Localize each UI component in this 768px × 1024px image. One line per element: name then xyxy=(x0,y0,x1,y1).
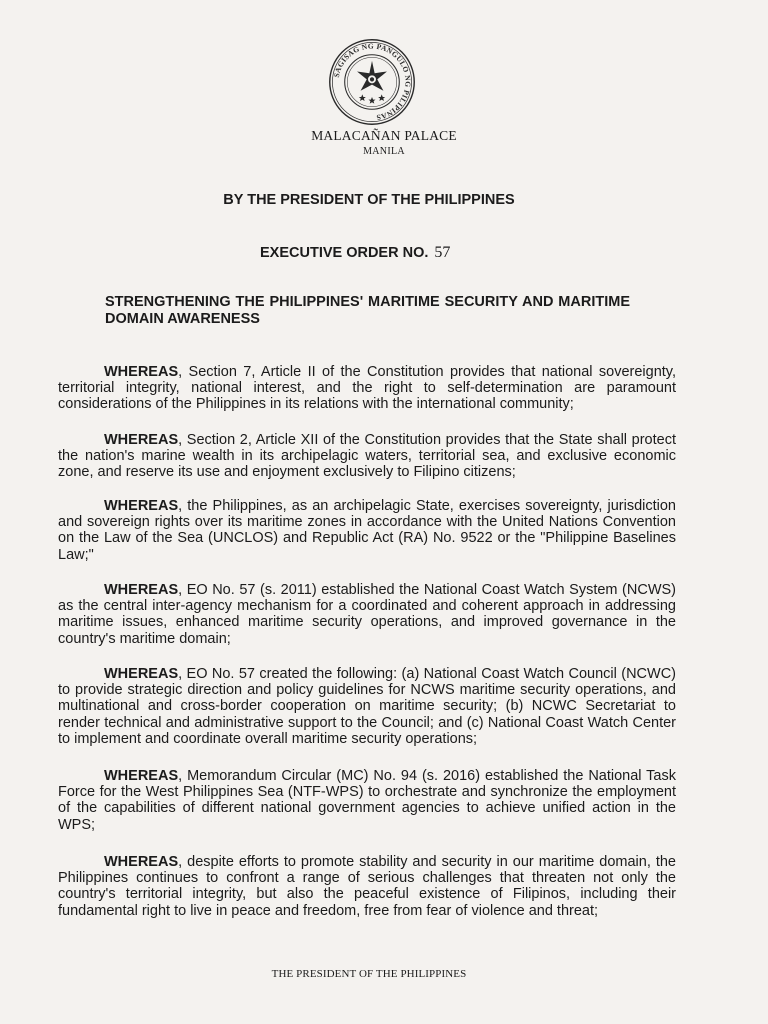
clause-text: , the Philippines, as an archipelagic State, exercises sovereignty, jurisdiction and sovereign rights over its maritime zones in accordance with the United Nations Convention on the Law of the Sea (UNCLOS) and Republic Act (RA) No. 9522 or the "Philippine Baselines Law;" xyxy=(58,498,676,563)
whereas-clause-4 xyxy=(58,582,676,647)
presidential-seal-icon xyxy=(328,38,416,126)
whereas-clause-7 xyxy=(58,854,676,919)
clause-keyword: WHEREAS xyxy=(104,768,179,784)
eo-label: EXECUTIVE ORDER NO. xyxy=(260,245,429,261)
whereas-clause-5 xyxy=(58,666,676,747)
whereas-clause-2 xyxy=(58,432,676,481)
clause-text: , EO No. 57 created the following: (a) National Coast Watch Council (NCWC) to provide strategic direction and policy guidelines for NCWS maritime security operations, and multinational and cross-border cooperation on maritime security; (b) NCWC Secretariat to render technical and administrative support to the Council; and (c) National Coast Watch Center to implement and coordinate overall maritime security operations; xyxy=(58,666,676,747)
city-heading: MANILA xyxy=(363,146,405,157)
order-title: STRENGTHENING THE PHILIPPINES' MARITIME SECURITY AND MARITIME DOMAIN AWARENESS xyxy=(105,294,630,327)
clause-text: , EO No. 57 (s. 2011) established the National Coast Watch System (NCWS) as the central inter-agency mechanism for a coordinated and coherent approach in addressing maritime issues, enhanced maritime security operations, and improved governance in the country's maritime domain; xyxy=(58,582,676,647)
eo-number: 57 xyxy=(434,244,451,261)
clause-text: , Section 2, Article XII of the Constitution provides that the State shall protect the nation's marine wealth in its archipelagic waters, territorial sea, and exclusive economic zone, and reserve its use and enjoyment exclusively to Filipino citizens; xyxy=(58,432,676,481)
clause-keyword: WHEREAS xyxy=(104,582,179,598)
issuer-line: BY THE PRESIDENT OF THE PHILIPPINES xyxy=(223,192,515,208)
page-footer: THE PRESIDENT OF THE PHILIPPINES xyxy=(271,968,467,980)
clause-keyword: WHEREAS xyxy=(104,854,179,870)
clause-keyword: WHEREAS xyxy=(104,364,179,380)
clause-text: , Section 7, Article II of the Constitution provides that national sovereignty, territorial integrity, national interest, and the right to self-determination are paramount considerations of the Philippines in its relations with the international community; xyxy=(58,364,676,413)
clause-keyword: WHEREAS xyxy=(104,666,179,682)
whereas-clause-6 xyxy=(58,768,676,833)
clause-keyword: WHEREAS xyxy=(104,432,179,448)
whereas-clause-3 xyxy=(58,498,676,563)
executive-order-line xyxy=(260,244,450,262)
clause-keyword: WHEREAS xyxy=(104,498,179,514)
clause-text: , despite efforts to promote stability and security in our maritime domain, the Philippines continues to confront a range of serious challenges that threaten not only the country's territorial integrity, but also the peaceful existence of Filipinos, including their fundamental right to live in peace and freedom, free from fear of violence and threat; xyxy=(58,854,676,919)
svg-text:SAGISAG NG PANGULO NG PILIPINA: SAGISAG NG PANGULO NG PILIPINAS xyxy=(331,41,413,123)
palace-heading: MALACAÑAN PALACE xyxy=(311,128,457,143)
whereas-clause-1 xyxy=(58,364,676,413)
clause-text: , Memorandum Circular (MC) No. 94 (s. 2016) established the National Task Force for the West Philippines Sea (NTF-WPS) to orchestrate and synchronize the employment of the capabilities of different national government agencies to achieve unified action in the WPS; xyxy=(58,768,676,833)
